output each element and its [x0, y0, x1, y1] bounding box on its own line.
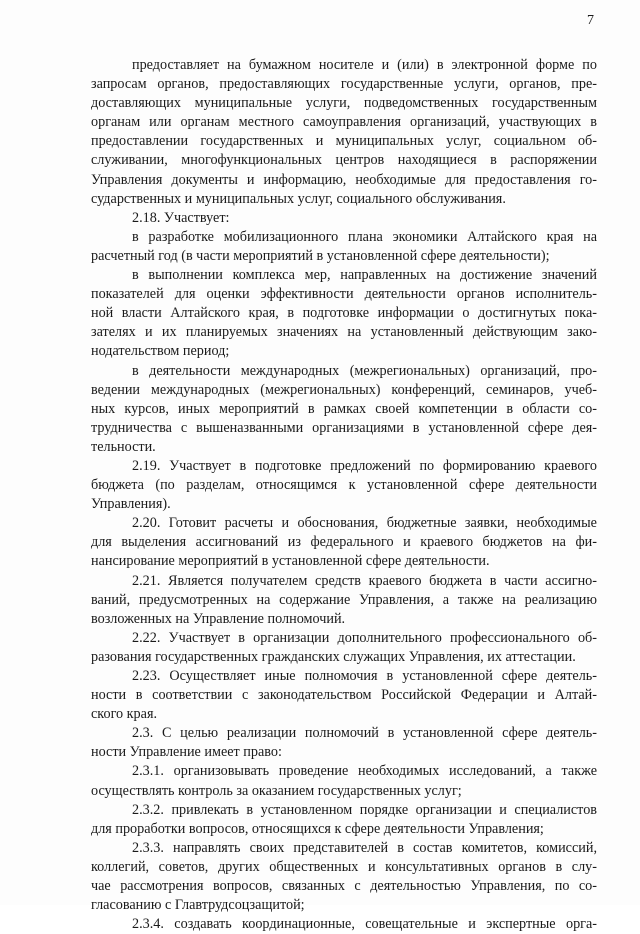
- text-line: предоставлении государственных и муниципальных услуг, социальном об-: [91, 133, 597, 150]
- text-line: 2.18. Участвует:: [132, 209, 230, 226]
- text-line: ной власти Алтайского края, в подготовке информации о достигнутых пока-: [91, 305, 597, 322]
- text-line: ваний, предусмотренных на содержание Управления, а также на реализацию: [91, 591, 597, 608]
- text-line: нодательством период;: [91, 343, 230, 360]
- text-line: для выделения ассигнований из федерального и краевого бюджетов на фи-: [91, 534, 597, 551]
- text-line: в разработке мобилизационного плана экономики Алтайского края на: [132, 228, 597, 245]
- text-line: возложенных на Управление полномочий.: [91, 610, 346, 627]
- text-line: зателях и их планируемых значениях на установленный действующим зако-: [91, 324, 597, 341]
- text-line: чае рассмотрения вопросов, связанных с деятельностью Управления, по со-: [91, 878, 597, 895]
- text-line: расчетный год (в части мероприятий в установленной сфере деятельности);: [91, 247, 550, 264]
- text-line: ности в соответствии с законодательством Российской Федерации и Алтай-: [91, 687, 597, 704]
- text-line: ведении международных (межрегиональных) конференций, семинаров, учеб-: [91, 381, 597, 398]
- text-line: в выполнении комплекса мер, направленных на достижение значений: [132, 267, 597, 284]
- text-line: ных курсов, иных мероприятий в рамках своей компетенции в области со-: [91, 400, 597, 417]
- page-number: 7: [587, 13, 594, 28]
- text-line: 2.3. С целью реализации полномочий в установленной сфере деятель-: [132, 725, 597, 742]
- text-line: показателей для оценки эффективности деятельности органов исполнитель-: [91, 286, 597, 303]
- text-line: 2.20. Готовит расчеты и обоснования, бюджетные заявки, необходимые: [132, 515, 597, 532]
- text-line: сударственных и муниципальных услуг, социального обслуживания.: [91, 190, 506, 207]
- text-line: 2.3.2. привлекать в установленном порядке организации и специалистов: [132, 801, 597, 818]
- text-line: Управления документы и информацию, необходимые для предоставления го-: [91, 171, 597, 188]
- text-line: служивании, многофункциональных центров находящиеся в распоряжении: [91, 152, 597, 169]
- text-line: ности Управление имеет право:: [91, 744, 282, 761]
- text-line: тельности.: [91, 438, 156, 455]
- text-line: органам или органам местного самоуправления организаций, участвующих в: [91, 114, 597, 131]
- document-body: [91, 56, 597, 934]
- text-line: для проработки вопросов, относящихся к сфере деятельности Управления;: [91, 820, 544, 837]
- text-line: 2.19. Участвует в подготовке предложений по формированию краевого: [132, 457, 597, 474]
- text-line: ского края.: [91, 706, 158, 723]
- text-line: предоставляет на бумажном носителе и (или) в электронной форме по: [132, 57, 597, 73]
- text-line: 2.22. Участвует в организации дополнительного профессионального об-: [132, 629, 597, 646]
- text-line: 2.23. Осуществляет иные полномочия в установленной сфере деятель-: [132, 668, 597, 684]
- text-line: трудничества с вышеназванными организациями в установленной сфере дея-: [91, 419, 597, 436]
- text-line: осуществлять контроль за оказанием государственных услуг;: [91, 782, 462, 799]
- text-line: нансирование мероприятий в установленной сфере деятельности.: [91, 553, 490, 570]
- text-line: Управления).: [91, 496, 171, 513]
- text-line: в деятельности международных (межрегиональных) организаций, про-: [132, 362, 597, 379]
- text-line: разования государственных гражданских служащих Управления, их аттестации.: [91, 648, 576, 665]
- text-line: 2.3.4. создавать координационные, совещательные и экспертные орга-: [132, 916, 597, 933]
- text-line: 2.21. Является получателем средств краевого бюджета в части ассигно-: [132, 572, 597, 589]
- text-line: коллегий, советов, других общественных и консультативных органов в слу-: [91, 858, 597, 875]
- text-line: запросам органов, предоставляющих государственные услуги, органов, пре-: [91, 76, 597, 93]
- text-line: доставляющих муниципальные услуги, подведомственных государственным: [91, 95, 597, 112]
- text-line: 2.3.1. организовывать проведение необходимых исследований, а также: [132, 763, 597, 780]
- text-line: бюджета (по разделам, относящимся к установленной сфере деятельности: [91, 477, 597, 494]
- text-line: 2.3.3. направлять своих представителей в состав комитетов, комиссий,: [132, 839, 597, 856]
- text-line: гласованию с Главтрудсоцзащитой;: [91, 897, 305, 914]
